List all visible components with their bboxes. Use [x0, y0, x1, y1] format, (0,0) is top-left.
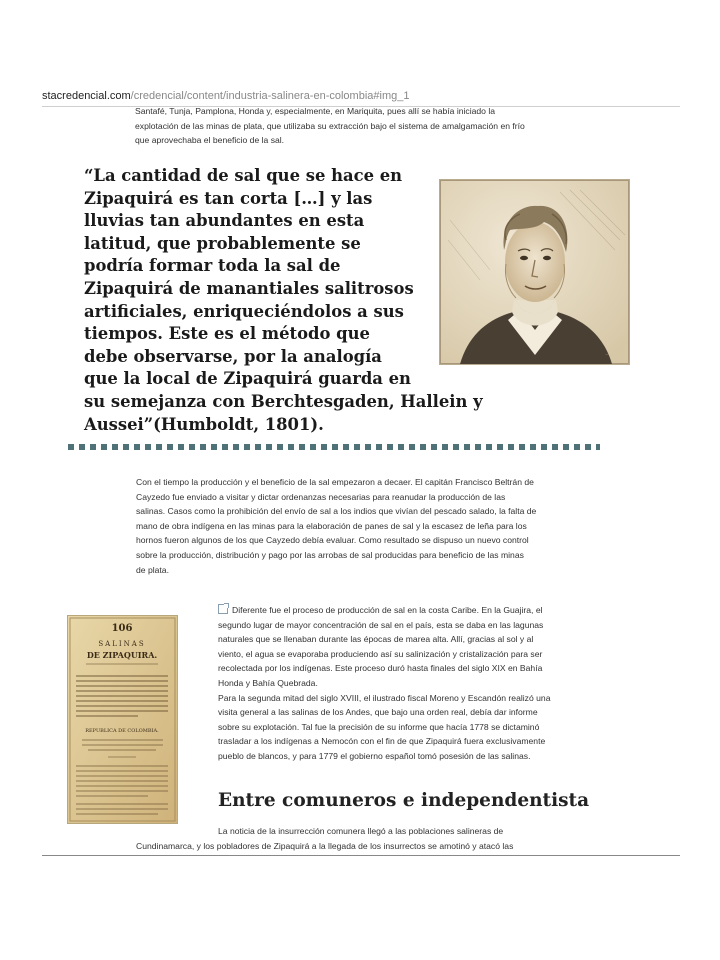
quote-line: podría formar toda la sal de	[84, 256, 341, 276]
text-line: sobre la producción, distribución y pago por las arrobas de sal producidas para beneficio de las minas	[136, 549, 524, 560]
text-line	[218, 603, 618, 618]
text-line: salinas. Casos como la prohibición del envío de sal a los indios que vivían del pescado salado, la falta de	[136, 506, 537, 517]
text-line: viento, el agua se evaporaba produciendo así su salinización y cristalización para ser	[218, 648, 543, 659]
text-line: de plata.	[136, 564, 169, 575]
text-line: visita general a las salinas de los Andes, que bajo una orden real, debía dar informe	[218, 707, 538, 718]
text-line: mano de obra indígena en las minas para la elaboración de panes de sal y la escasez de leña para los	[136, 520, 527, 531]
url-domain: stacredencial.com	[42, 90, 131, 102]
text-line: naturales que se llenaban durante las épocas de marea alta. Allí, gracias al sol y al	[218, 634, 534, 645]
document-heading-2: DE ZIPAQUIRA.	[86, 650, 158, 660]
quote-line: lluvias tan abundantes en esta	[84, 211, 365, 231]
text-line: hornos fueron algunos de los que Cayzedo debía evaluar. Como resultado se dispuso un nuevo control	[136, 535, 529, 546]
top-paragraph	[135, 104, 605, 148]
text-line: que aprovechaba el beneficio de la sal.	[135, 135, 285, 146]
svg-text:~: ~	[605, 352, 610, 358]
text-line: explotación de las minas de plata, que utilizaba su extracción bajo el sistema de amalgamación en frío	[135, 120, 525, 131]
quote-line: artificiales, enriqueciéndolos a sus	[84, 301, 404, 321]
quote-line: tiempos. Este es el método que	[84, 324, 370, 344]
paragraph-cayzedo	[136, 475, 604, 577]
quote-line: que la local de Zipaquirá guarda en	[84, 369, 411, 389]
humboldt-quote	[84, 165, 494, 436]
text-line: Honda y Bahía Quebrada.	[218, 677, 318, 688]
text-line: La noticia de la insurrección comunera llegó a las poblaciones salineras de	[218, 826, 504, 836]
paragraph-comuneros	[136, 824, 616, 853]
text-line: recolectada por los indígenas. Este proceso duró hasta finales del siglo XIX en Bahía	[218, 663, 543, 674]
salinas-document-image[interactable]	[67, 615, 178, 824]
text-line: trasladar a los indígenas a Nemocón con el fin de que Zipaquirá fuera exclusivamente	[218, 736, 546, 747]
text-line: pueblo de blancos, y para 1779 el gobierno español tomó posesión de las salinas.	[218, 750, 531, 761]
text-line: Cayzedo fue enviado a visitar y dictar ordenanzas necesarias para reanudar la producción de las	[136, 491, 506, 502]
text-line: segundo lugar de mayor concentración de sal en el país, esta se daba en las lagunas	[218, 619, 544, 630]
quote-line: “La cantidad de sal que se hace en	[84, 166, 403, 185]
quote-line: Zipaquirá es tan corta […] y las	[84, 188, 373, 208]
text-line-content: Diferente fue el proceso de producción de sal en la costa Caribe. En la Guajira, el	[232, 605, 543, 615]
text-line: Para la segunda mitad del siglo XVIII, el ilustrado fiscal Moreno y Escandón realizó una	[218, 692, 551, 703]
document-subheading: REPUBLICA DE COLOMBIA.	[85, 728, 159, 734]
url-text	[42, 90, 409, 102]
text-line: sobre su explotación. Tal fue la precisión de su informe que hacía 1778 se dictaminó	[218, 721, 540, 732]
section-heading: Entre comuneros e independentista	[218, 790, 590, 811]
quote-line: su semejanza con Berchtesgaden, Hallein y	[84, 391, 483, 411]
quote-line: Zipaquirá de manantiales salitrosos	[84, 278, 414, 298]
dotted-divider	[68, 444, 600, 450]
paragraph-caribe	[218, 603, 618, 764]
quote-line: latitud, que probablemente se	[84, 233, 361, 253]
document-number: 106	[111, 623, 133, 634]
bottom-divider	[42, 855, 680, 856]
humboldt-portrait[interactable]	[439, 179, 630, 365]
quote-line: Aussei”(Humboldt, 1801).	[84, 414, 324, 434]
external-link-icon[interactable]	[218, 604, 228, 614]
text-line: Con el tiempo la producción y el beneficio de la sal empezaron a decaer. El capitán Francisco Beltrán de	[136, 477, 534, 487]
text-line: Santafé, Tunja, Pamplona, Honda y, especialmente, en Mariquita, pues allí se había iniciado la	[135, 106, 496, 116]
document-heading-1: SALINAS	[98, 640, 146, 648]
quote-line: debe observarse, por la analogía	[84, 346, 382, 366]
url-path: /credencial/content/industria-salinera-en-colombia#img_1	[130, 90, 410, 102]
text-line: Cundinamarca, y los pobladores de Zipaquirá a la llegada de los insurrectos se amotinó y atacó las	[136, 840, 514, 851]
